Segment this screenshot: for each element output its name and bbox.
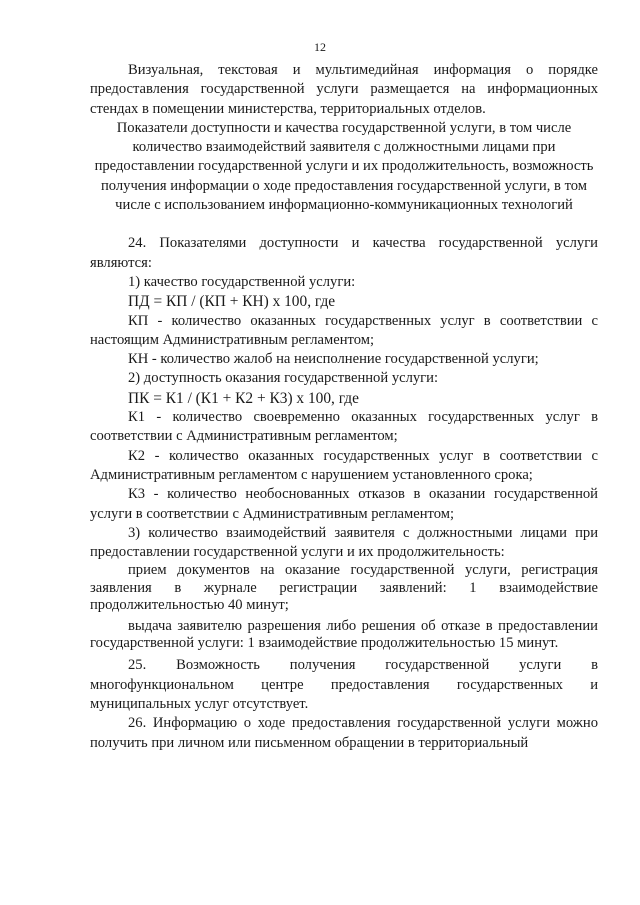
paragraph-kn-definition: КН - количество жалоб на неисполнение государственной услуги; [128, 351, 539, 368]
paragraph-quality: 1) качество государственной услуги: [128, 273, 356, 290]
paragraph-item-26: 26. Информацию о ходе предоставления государственной услуги можно получить при личном или письменном обращении в территориальный [90, 715, 598, 751]
paragraph-kp-definition: КП - количество оказанных государственных услуг в соответствии с настоящим Административным регламентом; [90, 312, 598, 348]
paragraph-issuance: выдача заявителю разрешения либо решения об отказе в предоставлении государственной услуги: 1 взаимодействие продолжительностью 15 минут. [90, 618, 598, 652]
paragraph-k1-definition: К1 - количество своевременно оказанных государственных услуг в соответствии с Административным регламентом; [90, 409, 598, 445]
section-heading: Показатели доступности и качества государственной услуги, в том числе количество взаимодействий заявителя с должностными лицами при предоставлении государственной услуги и их продолжительность, возможность получения информации о ходе предоставления государственной услуги, в том числе с использованием информационно-коммуникационных технологий [94, 119, 594, 214]
paragraph-info-placement: Визуальная, текстовая и мультимедийная информация о порядке предоставления государственной услуги размещается на информационных стендах в помещении министерства, территориальных отделов. [90, 62, 598, 117]
paragraph-k2-definition: К2 - количество оказанных государственных услуг в соответствии с Административным регламентом с нарушением установленного срока; [90, 447, 598, 483]
paragraph-k3-definition: К3 - количество необоснованных отказов в оказании государственной услуги в соответствии с Административным регламентом; [90, 486, 598, 522]
paragraph-interactions: 3) количество взаимодействий заявителя с должностными лицами при предоставлении государственной услуги и их продолжительность: [90, 524, 598, 561]
page-number: 12 [314, 40, 326, 54]
paragraph-item-25: 25. Возможность получения государственной услуги в многофункциональном центре предоставления государственных и муниципальных услуг отсутствует. [90, 657, 598, 713]
formula-pk: ПК = К1 / (К1 + К2 + К3) х 100, где [128, 389, 359, 407]
paragraph-item-24: 24. Показателями доступности и качества государственной услуги являются: [90, 235, 598, 271]
document-body [90, 61, 598, 753]
paragraph-accessibility: 2) доступность оказания государственной услуги: [128, 370, 439, 387]
paragraph-document-intake: прием документов на оказание государственной услуги, регистрация заявления в журнале регистрации заявлений: 1 взаимодействие продолжительностью 40 минут; [90, 562, 598, 613]
formula-pd: ПД = КП / (КП + КН) х 100, где [128, 293, 336, 311]
